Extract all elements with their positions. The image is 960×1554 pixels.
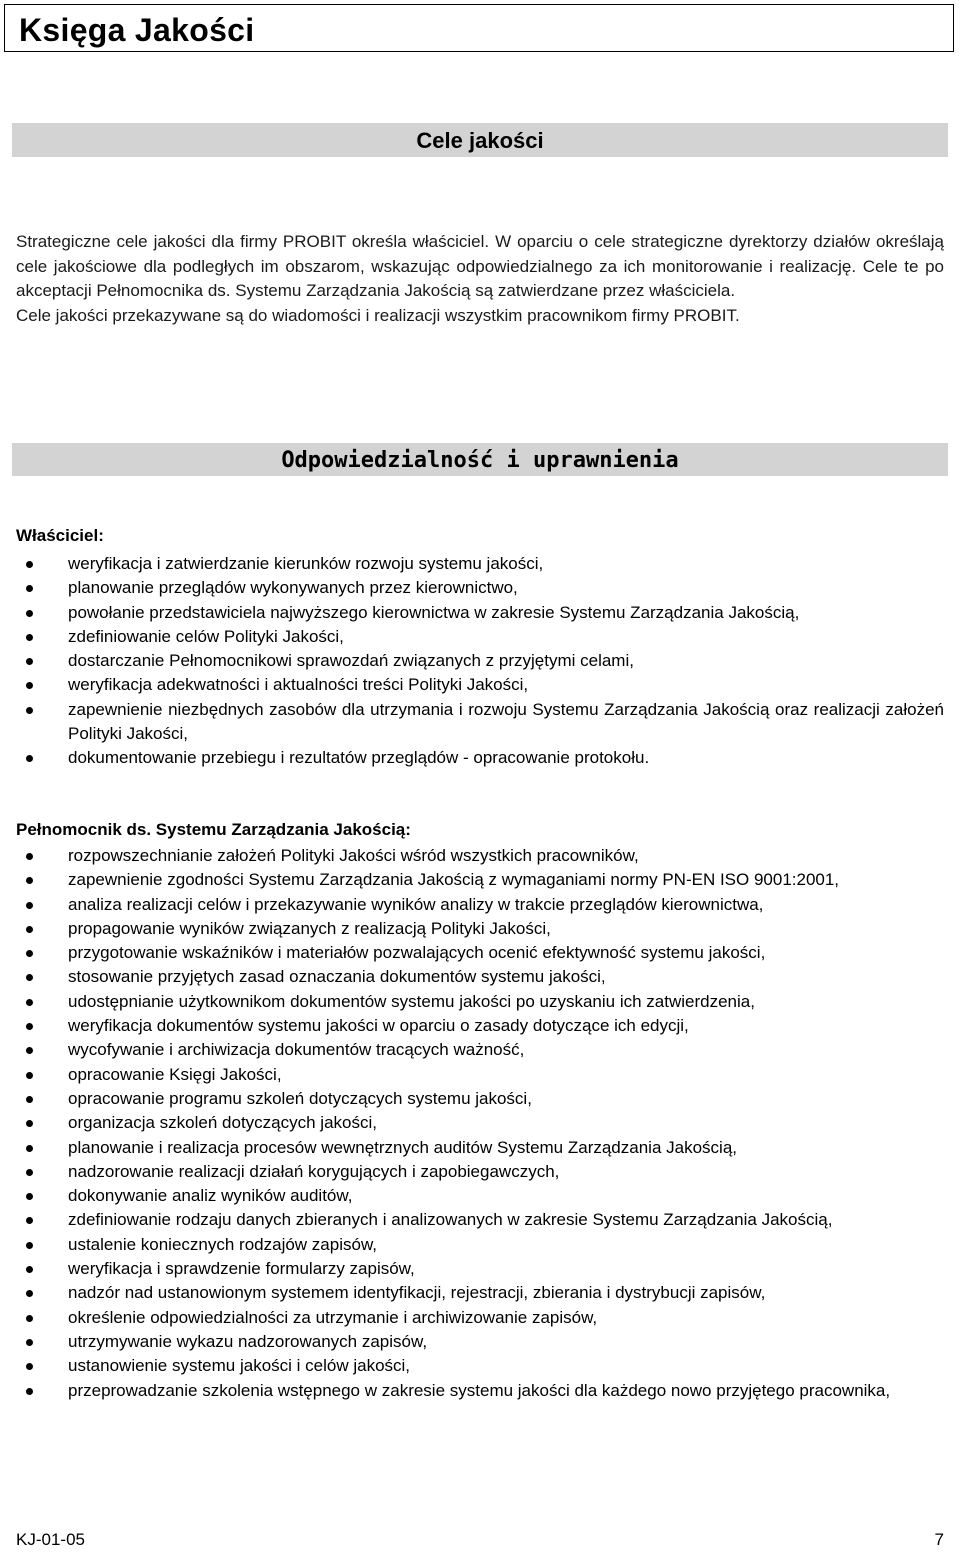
list-item [0,649,944,673]
paragraph: Cele jakości przekazywane są do wiadomości i realizacji wszystkim pracownikom firmy PROBIT. [16,305,740,325]
bullet-icon [26,902,33,909]
quality-goals-text [16,230,944,328]
list-item [0,1208,944,1232]
list-item [0,990,944,1014]
bullet-icon [26,1145,33,1152]
list-item [0,1233,944,1257]
list-item [0,1281,944,1305]
role-representative-label: Pełnomocnik ds. Systemu Zarządzania Jakością: [16,820,411,839]
bullet-icon [26,585,33,592]
list-item [0,1257,944,1281]
bullet-icon [26,1096,33,1103]
bullet-icon [26,877,33,884]
bullet-icon [26,1290,33,1297]
list-item-text: analiza realizacji celów i przekazywanie wyników analizy w trakcie przeglądów kierownictwa, [68,894,764,914]
bullet-icon [26,1193,33,1200]
bullet-icon [26,634,33,641]
list-item-text: przygotowanie wskaźników i materiałów pozwalających ocenić efektywność systemu jakości, [68,943,766,963]
list-item-text: opracowanie programu szkoleń dotyczących systemu jakości, [68,1088,532,1108]
document-header [4,4,954,52]
list-item [0,941,944,965]
list-item-text: nadzór nad ustanowionym systemem identyfikacji, rejestracji, zbierania i dystrybucji zapisów, [68,1283,766,1303]
bullet-icon [26,561,33,568]
list-item [0,1330,944,1354]
list-item [0,868,944,892]
bullet-icon [26,1339,33,1346]
bullet-icon [26,1242,33,1249]
list-item-text: weryfikacja i zatwierdzanie kierunków rozwoju systemu jakości, [68,554,544,573]
bullet-icon [26,707,33,714]
list-item-text: wycofywanie i archiwizacja dokumentów tracących ważność, [68,1040,525,1060]
list-item-text: zapewnienie niezbędnych zasobów dla utrzymania i rozwoju Systemu Zarządzania Jakością oraz realizacji założeń Polityki Jakości, [68,699,944,744]
bullet-icon [26,974,33,981]
list-item [0,1379,944,1403]
list-item-text: planowanie i realizacja procesów wewnętrznych auditów Systemu Zarządzania Jakością, [68,1137,737,1157]
list-item [0,1014,944,1038]
list-item-text: planowanie przeglądów wykonywanych przez kierownictwo, [68,578,518,598]
owner-duties-list [0,552,944,771]
list-item-text: określenie odpowiedzialności za utrzymanie i archiwizowanie zapisów, [68,1307,598,1327]
list-item [0,844,944,868]
bullet-icon [26,1169,33,1176]
list-item [0,1306,944,1330]
list-item [0,1087,944,1111]
list-item-text: powołanie przedstawiciela najwyższego kierownictwa w zakresie Systemu Zarządzania Jakością, [68,602,800,622]
list-item-text: dokumentowanie przebiegu i rezultatów przeglądów - opracowanie protokołu. [68,748,650,768]
bullet-icon [26,1266,33,1273]
list-item-text: dokonywanie analiz wyników auditów, [68,1186,353,1206]
page-number: 7 [934,1530,944,1549]
list-item-text: udostępnianie użytkownikom dokumentów systemu jakości po uzyskaniu ich zatwierdzenia, [68,991,755,1011]
list-item [0,917,944,941]
bullet-icon [26,1072,33,1079]
bullet-icon [26,658,33,665]
bullet-icon [26,1023,33,1030]
list-item [0,601,944,625]
list-item-text: przeprowadzanie szkolenia wstępnego w zakresie systemu jakości dla każdego nowo przyjętego pracownika, [68,1380,891,1400]
list-item [0,673,944,697]
list-item [0,698,944,747]
list-item [0,1038,944,1062]
role-owner-label: Właściciel: [16,526,104,545]
bullet-icon [26,755,33,762]
list-item [0,625,944,649]
bullet-icon [26,682,33,689]
list-item [0,965,944,989]
list-item-text: zdefiniowanie celów Polityki Jakości, [68,626,344,646]
bullet-icon [26,926,33,933]
paragraph: Strategiczne cele jakości dla firmy PROBIT określa właściciel. W oparciu o cele strategiczne dyrektorzy działów określają cele jakościowe dla podległych im obszarom, wskazując odpowiedzialnego za ich monitorowanie i realizację. Cele te po akceptacji Pełnomocnika ds. Systemu Zarządzania Jakością są zatwierdzane przez właściciela. [16,232,944,300]
bullet-icon [26,853,33,860]
bullet-icon [26,1217,33,1224]
document-code: KJ-01-05 [16,1530,85,1549]
list-item [0,1160,944,1184]
list-item-text: rozpowszechnianie założeń Polityki Jakości wśród wszystkich pracowników, [68,846,639,865]
bullet-icon [26,1120,33,1127]
list-item-text: organizacja szkoleń dotyczących jakości, [68,1113,377,1133]
representative-duties-list [0,844,944,1403]
list-item-text: weryfikacja dokumentów systemu jakości w oparciu o zasady dotyczące ich edycji, [68,1016,689,1036]
bullet-icon [26,1363,33,1370]
list-item [0,552,944,576]
list-item-text: zdefiniowanie rodzaju danych zbieranych i analizowanych w zakresie Systemu Zarządzania Jakością, [68,1210,833,1230]
list-item [0,746,944,770]
list-item [0,1354,944,1378]
list-item [0,1063,944,1087]
list-item-text: zapewnienie zgodności Systemu Zarządzania Jakością z wymaganiami normy PN-EN ISO 9001:2001, [68,870,840,890]
list-item [0,1184,944,1208]
list-item-text: opracowanie Księgi Jakości, [68,1064,282,1084]
bullet-icon [26,1315,33,1322]
list-item [0,1111,944,1135]
bullet-icon [26,999,33,1006]
document-title: Księga Jakości [19,12,255,48]
bullet-icon [26,950,33,957]
section-heading-quality-goals: Cele jakości [12,123,948,157]
list-item-text: stosowanie przyjętych zasad oznaczania dokumentów systemu jakości, [68,967,606,987]
list-item [0,576,944,600]
list-item [0,1136,944,1160]
list-item-text: nadzorowanie realizacji działań korygujących i zapobiegawczych, [68,1161,560,1181]
bullet-icon [26,610,33,617]
list-item-text: utrzymywanie wykazu nadzorowanych zapisów, [68,1331,428,1351]
list-item-text: dostarczanie Pełnomocnikowi sprawozdań związanych z przyjętymi celami, [68,651,634,671]
bullet-icon [26,1388,33,1395]
list-item-text: propagowanie wyników związanych z realizacją Polityki Jakości, [68,918,551,938]
bullet-icon [26,1047,33,1054]
list-item-text: ustalenie koniecznych rodzajów zapisów, [68,1234,378,1254]
list-item-text: ustanowienie systemu jakości i celów jakości, [68,1356,411,1376]
list-item [0,893,944,917]
list-item-text: weryfikacja i sprawdzenie formularzy zapisów, [68,1259,415,1279]
list-item-text: weryfikacja adekwatności i aktualności treści Polityki Jakości, [68,675,529,695]
section-heading-responsibilities: Odpowiedzialność i uprawnienia [12,443,948,476]
